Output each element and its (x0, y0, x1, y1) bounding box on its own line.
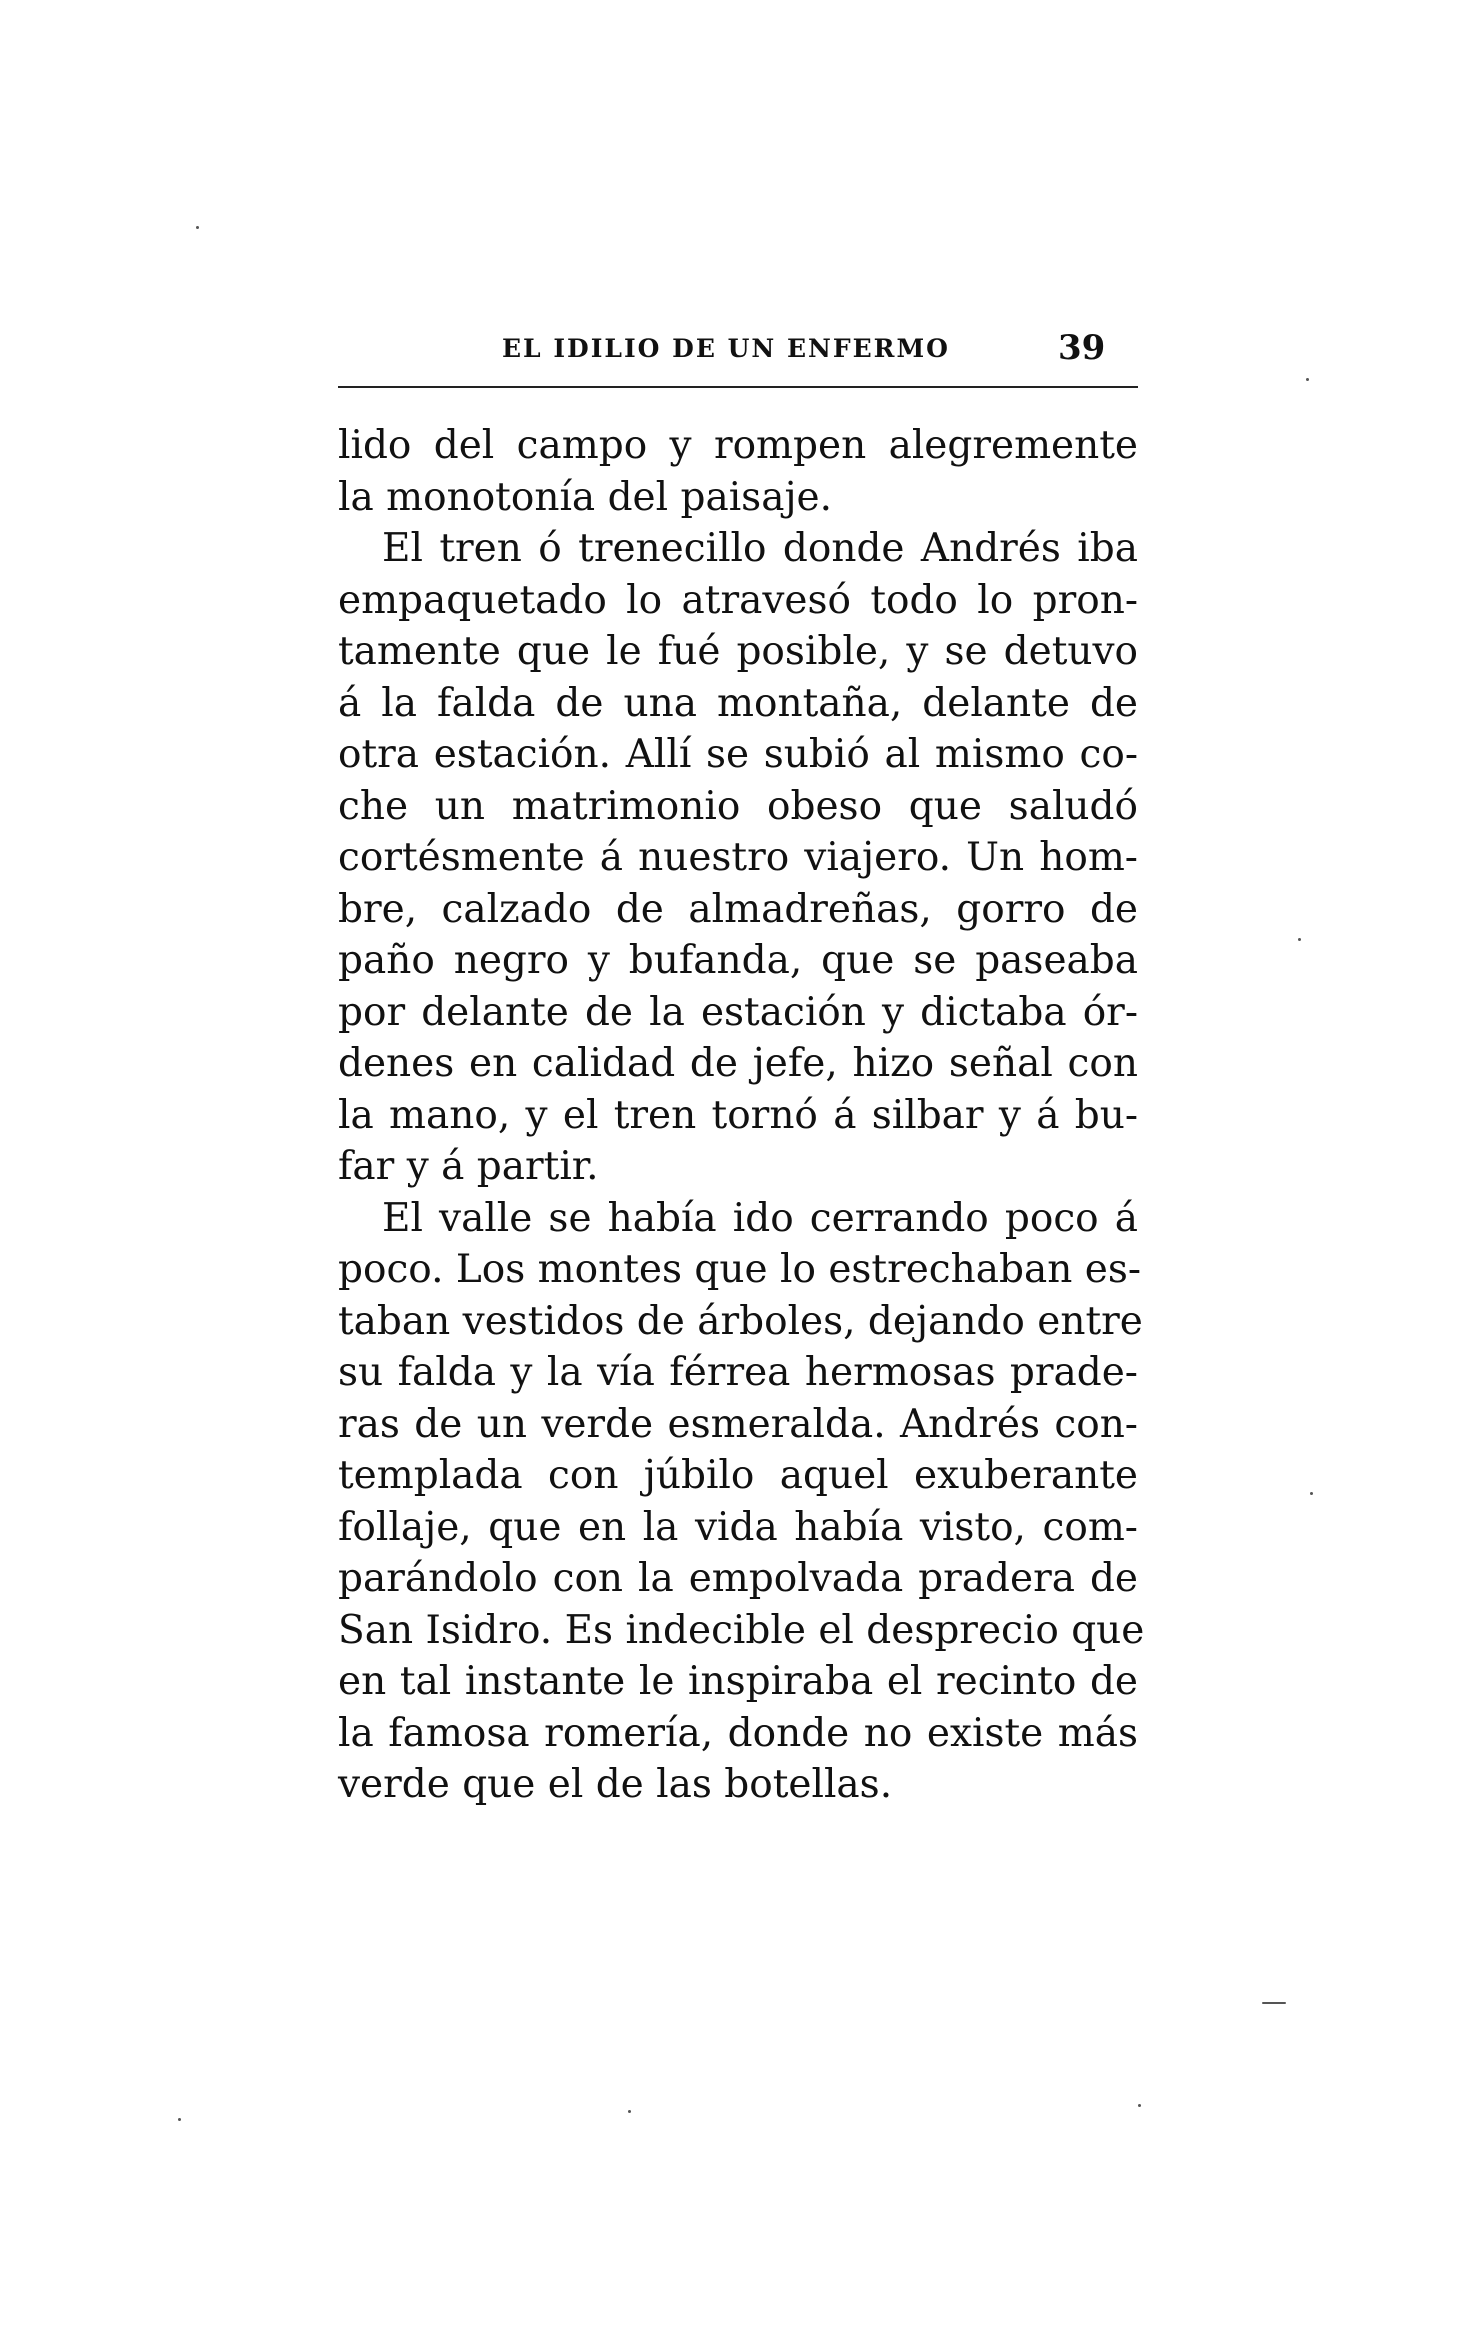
running-title: EL IDILIO DE UN ENFERMO (502, 334, 950, 363)
text-line: por delante de la estación y dictaba ór- (338, 989, 1138, 1035)
scan-speck (1310, 1492, 1313, 1495)
text-line: otra estación. Allí se subió al mismo co- (338, 732, 1138, 777)
text-line: taban vestidos de árboles, dejando entre (338, 1298, 1143, 1344)
header-rule (338, 386, 1138, 388)
text-line: lido del campo y rompen alegremente (338, 423, 1138, 468)
text-line: parándolo con la empolvada pradera de (338, 1556, 1138, 1601)
text-line: cortésmente á nuestro viajero. Un hom- (338, 835, 1138, 880)
text-line: El valle se había ido cerrando poco á (382, 1195, 1138, 1241)
page-number: 39 (1058, 328, 1106, 368)
text-line: empaquetado lo atravesó todo lo pron- (338, 577, 1138, 623)
text-line: á la falda de una montaña, delante de (338, 680, 1138, 726)
text-line: verde que el de las botellas. (338, 1762, 893, 1807)
text-line: templada con júbilo aquel exuberante (338, 1453, 1138, 1498)
body-text (338, 420, 1145, 1811)
text-line: El tren ó trenecillo donde Andrés iba (382, 526, 1138, 571)
text-line: denes en calidad de jefe, hizo señal con (338, 1041, 1138, 1086)
page-header (338, 328, 1138, 378)
scan-speck (178, 2118, 181, 2121)
text-line: poco. Los montes que lo estrechaban es- (338, 1247, 1142, 1292)
text-line: ras de un verde esmeralda. Andrés con- (338, 1401, 1138, 1447)
text-line: follaje, que en la vida había visto, com- (338, 1504, 1138, 1550)
scan-speck (1306, 378, 1309, 381)
scan-speck (196, 226, 199, 229)
text-line: la famosa romería, donde no existe más (338, 1710, 1138, 1756)
scan-speck (1138, 2104, 1141, 2107)
text-line: la monotonía del paisaje. (338, 474, 833, 520)
text-line: San Isidro. Es indecible el desprecio que (338, 1607, 1145, 1653)
text-line: la mano, y el tren tornó á silbar y á bu- (338, 1092, 1138, 1138)
text-line: bre, calzado de almadreñas, gorro de (338, 886, 1138, 932)
scan-speck (1298, 938, 1301, 941)
scan-speck (1262, 2002, 1286, 2004)
text-line: su falda y la vía férrea hermosas prade- (338, 1350, 1138, 1395)
text-line: paño negro y bufanda, que se paseaba (338, 938, 1138, 983)
text-line: tamente que le fué posible, y se detuvo (338, 629, 1138, 674)
text-line: far y á partir. (338, 1144, 599, 1189)
text-line: en tal instante le inspiraba el recinto de (338, 1659, 1138, 1704)
scan-speck (628, 2110, 631, 2113)
text-line: che un matrimonio obeso que saludó (338, 783, 1138, 829)
